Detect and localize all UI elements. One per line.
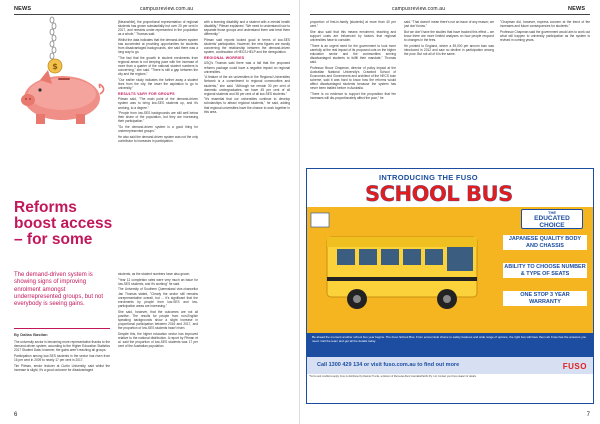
paragraph: said. "That doesn't mean there's not an issue of any reason; we just don't know." <box>404 20 494 29</box>
paragraph: "Chapman did, however, express concern at the trend of fee increases and future consequences for students." <box>500 20 590 29</box>
header-rule <box>14 14 290 15</box>
article-column-2 <box>118 272 198 412</box>
paragraph: "The fact that the growth in student enrolments from regional areas is not keeping pace with the increase of more than a quarter of the national student numbers is concerning," she said. "There is still a gap between the city and the regions." <box>118 55 198 77</box>
paragraph: But we don't have the studies that have tracked this effect – we know there are more limited analyses on how people respond to changes in the fees. <box>404 29 494 42</box>
ad-feature-2: ABILITY TO CHOOSE NUMBER & TYPE OF SEATS <box>504 264 586 277</box>
paragraph: The University of Southern Queensland vice-chancellor Jan Thomas stated, "Clearly the sector still remains unrepresentative overall, but ... it's significant that the enrolments by people from low-SES and low-participation areas are increasing." <box>118 287 198 308</box>
article-headline: Reforms boost access – for some <box>14 199 113 248</box>
paragraph: with a learning disability and a student with a mental health disability," Pitman explained. "We need to understand how to separate those groups and understand them and treat them differently." <box>204 20 290 37</box>
article-column-1 <box>14 340 110 412</box>
article-column-6 <box>404 20 494 168</box>
educated-choice-badge <box>521 209 583 229</box>
paragraph: "People from low-SES backgrounds are still well below their share of the population, but they are increasing their participation." <box>118 111 198 124</box>
article-byline: By Dallas Bastian <box>14 332 48 337</box>
paragraph: Professor Chapman said the government would aim to work out what will happen to university participation as the system is revised in coming years. <box>500 29 590 42</box>
byline-rule <box>14 328 110 329</box>
paragraph: "It's essential that our universities continue to develop scholarships to attract regional students," he said, adding that regional universities have the chance to work together in this area. <box>204 97 290 114</box>
site-url[interactable]: campusreview.com.au <box>392 6 446 12</box>
paragraph: Whilst the data indicates that the demand-driven system has succeeded at providing opportunities for students from disadvantaged backgrounds, she said there was a long way to go. <box>118 37 198 55</box>
ad-feature-1: JAPANESE QUALITY BODY AND CHASSIS <box>503 235 587 250</box>
paragraph: She also said that this means enrolment, teaching and support costs are influenced by factors that regional universities have to consider. <box>310 29 396 42</box>
badge-main-text: EDUCATED CHOICE <box>534 215 570 229</box>
piggy-bank-illustration <box>14 16 110 124</box>
subheading-regional: REGIONAL WORRIES <box>204 56 245 61</box>
paragraph: "There is an urgent need for the government to look more carefully at the real impact of its proposed cuts on the higher education sector and the communities serving disadvantaged students to fulfill their mandate," Thomas said. <box>310 43 396 65</box>
ad-call-text[interactable]: Call 1300 429 134 or visit fuso.com.au to find out more <box>317 362 460 368</box>
paragraph: The university sector is becoming more representative thanks to the demand-driven system, according to the Higher Education Statistics 2017 Student Data; however, the gains aren't reaching all groups. <box>14 340 110 353</box>
paragraph: [Meanwhile], the proportional representation of regional students has grown substantially but over 20 per cent in 2017, and remains under-represented in the population as a whole," Thomas said. <box>118 20 198 37</box>
ad-fine-print: *Terms and conditions apply. Fuso is distributed by Daimler Trucks, a division of Mercedes-Benz Australia/Pacific Pty. Ltd. Contact your Fuso dealer for details. <box>309 375 477 378</box>
paragraph: Pitman said, "The main point of the demand-driven system was to bring low-SES students up, and it's working, to a degree." <box>118 97 198 110</box>
header-rule <box>310 14 590 15</box>
paragraph: proportion of first-in-family [students] at more than 40 per cent." <box>310 20 396 29</box>
right-page <box>300 0 600 424</box>
paragraph: "A feature of the six universities in the Regional Universities Network is a commitment to regional communities and students," she said. "Although we remain 30 per cent of domestic undergraduates, we have 45 per cent of all regional students and 38 per cent of all low-SES students." <box>204 75 290 96</box>
ad-body-text: Be ahead the moment another school bus year begins. The Fuso School Bus. From economical choice to safety features and wide range of options, the right bus will have them all. Fuso has the answers you need. Call the team and get all the details today. <box>307 333 594 357</box>
paragraph: students, as the student numbers have also grown. <box>118 272 191 276</box>
paragraph: "There is no evidence to support the proposition that fee increases will dis-proportionately affect the poor," he <box>310 91 396 100</box>
article-column-7 <box>500 20 590 168</box>
article-column-4 <box>204 20 290 412</box>
fuso-school-bus-ad[interactable] <box>306 168 594 404</box>
article-column-5 <box>310 20 396 168</box>
paragraph: "Our earlier study indicates the further away a student lives from the city, the lower the aspiration to go to university." <box>118 78 198 91</box>
piggy-bank-icon <box>14 16 110 124</box>
svg-text:$: $ <box>52 62 58 71</box>
paragraph: Professor Bruce Chapman, director of policy impact at the Australian National University's Crawford School of Economics and Government and architect of the HECS loan scheme, said it was hard to know how the reforms would affect disadvantaged students because the system has never been trialled before in Australia. <box>310 65 396 91</box>
subheading-results: RESULTS VARY FOR GROUPS <box>118 92 175 97</box>
page-number: 6 <box>14 412 18 418</box>
paragraph: "Year 12 completion rates were very much an issue for low-SES students, and it's working" he said. <box>118 277 198 286</box>
paragraph: She said, however, that the outcomes are not all positive. The results for people from non-English speaking backgrounds show a slight increase in proportional participation between 2016 and 2017, and the proportion of low-SES students hasn't risen. <box>118 309 198 330</box>
paragraph: "So the demand-driven system is a good thing for underrepresented groups." <box>118 125 198 134</box>
paragraph: Despite this, the higher education sector has improved relative to the national distribution. A report by Pitman et al. said the proportion of low-SES students was 17 per cent of the Australian population. <box>118 331 198 348</box>
article-standfirst: The demand-driven system is showing signs of improving enrolment amongst underrepresented groups, but not everybody is seeing gains. <box>14 272 104 308</box>
fuso-logo: FUSO <box>562 362 587 371</box>
paragraph: Tim Pitman, senior lecturer at Curtin University, said whilst the increase is slight, it's a good outcome for disadvantaged <box>14 363 110 372</box>
article-column-3 <box>118 20 198 268</box>
ad-feature-3: ONE STOP 3 YEAR WARRANTY <box>503 291 587 306</box>
page-number: 7 <box>586 412 590 418</box>
paragraph: Pitman said reports looked good in terms of low-SES students' participation. However, the new figures are mostly concerning the relationship between the demand-driven system, continuation of HECS-HELP and the deregulation. <box>204 37 290 55</box>
section-label: NEWS <box>568 6 586 12</box>
paragraph: USQ's Thomas said there was a fall that the proposed reforms package could have a negative impact on regional universities. <box>204 61 290 74</box>
ad-school-bus-title: SCHOOL BUS <box>365 182 513 206</box>
site-url[interactable]: campusreview.com.au <box>140 6 194 12</box>
section-label: NEWS <box>14 6 32 12</box>
ad-header <box>307 169 594 207</box>
paragraph: Participation among low-SES students in the sector has risen from 16 per cent in 2009 to nearly 17 per cent in 2017. <box>14 353 110 362</box>
paragraph: He pointed to England, where a £9,000 per annum loan was introduced in 2012 and saw no decline in participation among the poor. But not all of it is the same. <box>404 43 494 56</box>
badge-top-text: THE <box>548 210 556 215</box>
ad-intro: INTRODUCING THE FUSO <box>379 173 478 182</box>
ad-call-bar <box>307 357 594 374</box>
paragraph: He also said the demand-driven system was not the only contributor to increases in participation. <box>118 134 198 143</box>
